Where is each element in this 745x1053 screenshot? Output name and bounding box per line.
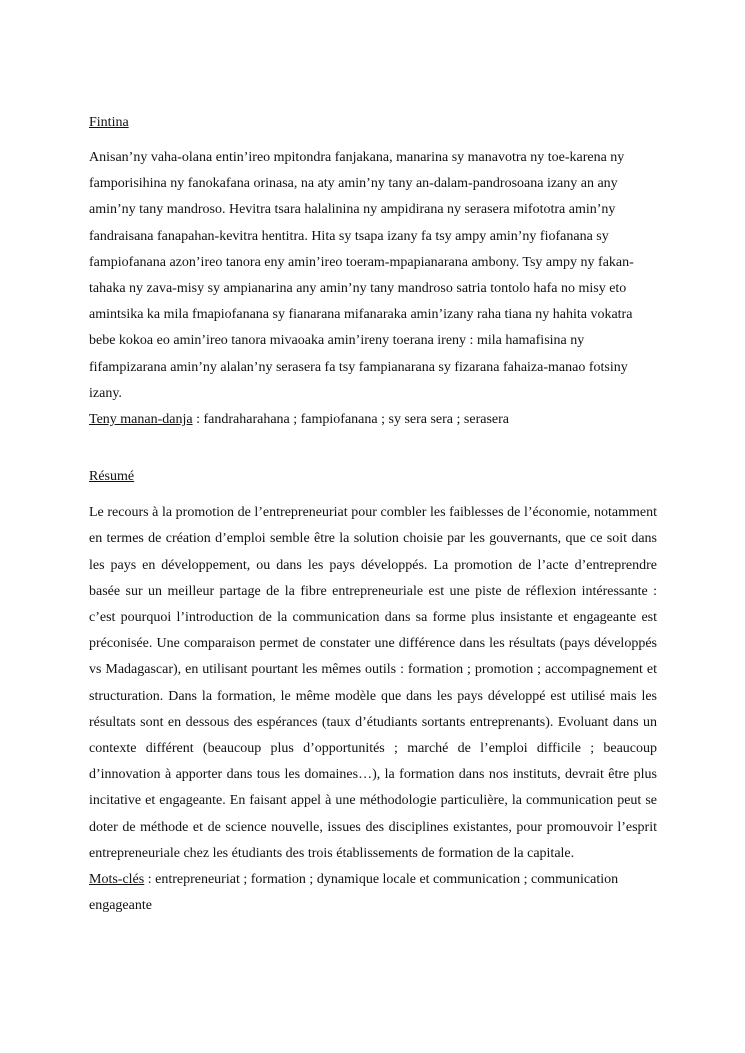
- resume-keywords-text: : entrepreneuriat ; formation ; dynamique locale et communication ; communication engageante: [89, 872, 619, 914]
- resume-abstract: Le recours à la promotion de l’entrepreneuriat pour combler les faiblesses de l’économie, notamment en termes de création d’emploi semble être la solution choisie par les gouvernants, que ce soit dans les pays en développement, ou dans les pays développés. La promotion de l’acte d’entreprendre basée sur un meilleur partage de la fibre entrepreneuriale est une piste de réflexion intéressante : c’est pourquoi l’introduction de la communication dans sa forme plus insistante et engageante est préconisée. Une comparaison permet de constater une différence dans les résultats (pays développés vs Madagascar), en utilisant pourtant les mêmes outils : formation ; promotion ; accompagnement et structuration. Dans la formation, le même modèle que dans les pays développé est utilisé mais les résultats sont en dessous des espérances (taux d’étudiants sortants entreprenants). Evoluant dans un contexte différent (beaucoup plus d’opportunités ; marché de l’emploi difficile ; beaucoup d’innovation à apporter dans tous les domaines…), la formation dans nos instituts, devrait être plus incitative et engageante. En faisant appel à une méthodologie particulière, la communication peut se doter de méthode et de science nouvelle, issues des disciplines existantes, pour promouvoir l’esprit entrepreneuriale chez les étudiants des trois établissements de formation de la capitale.: [89, 505, 657, 861]
- fintina-heading: Fintina: [89, 115, 129, 130]
- resume-keywords-label: Mots-clés: [89, 872, 145, 888]
- fintina-keywords: [89, 407, 657, 433]
- fintina-keywords-label: Teny manan-danja: [89, 412, 193, 428]
- resume-heading: Résumé: [89, 469, 135, 485]
- fintina-abstract: Anisan’ny vaha-olana entin’ireo mpitondra fanjakana, manarina sy manavotra ny toe-karena ny famporisihina ny fanokafana orinasa, na aty amin’ny tany an-dalam-pandrosoana izany an any amin’ny tany mandroso. Hevitra tsara halalinina ny ampidirana ny serasera mifototra amin’ny fandraisana fanapahan-kevitra hentitra. Hita sy tsapa izany fa tsy ampy amin’ny fiofanana sy fampiofanana azon’ireo tanora eny amin’ireo toeram-mpapianarana ambony. Tsy ampy ny fakan-tahaka ny zava-misy sy ampianarina any amin’ny tany mandroso satria tontolo hafa no misy eto amintsika ka mila fmapiofanana sy fianarana mifanaraka amin’izany raha tiana ny hahita vokatra bebe kokoa eo amin’ireo tanora mivaoaka amin’ireny toerana ireny : mila hamafisina ny fifampizarana amin’ny alalan’ny serasera fa tsy fampianarana sy fizarana fahaiza-manao fotsiny izany.: [89, 150, 634, 401]
- resume-keywords: [89, 867, 657, 919]
- fintina-keywords-text: : fandraharahana ; fampiofanana ; sy sera sera ; serasera: [192, 412, 509, 428]
- document-page: [89, 113, 657, 919]
